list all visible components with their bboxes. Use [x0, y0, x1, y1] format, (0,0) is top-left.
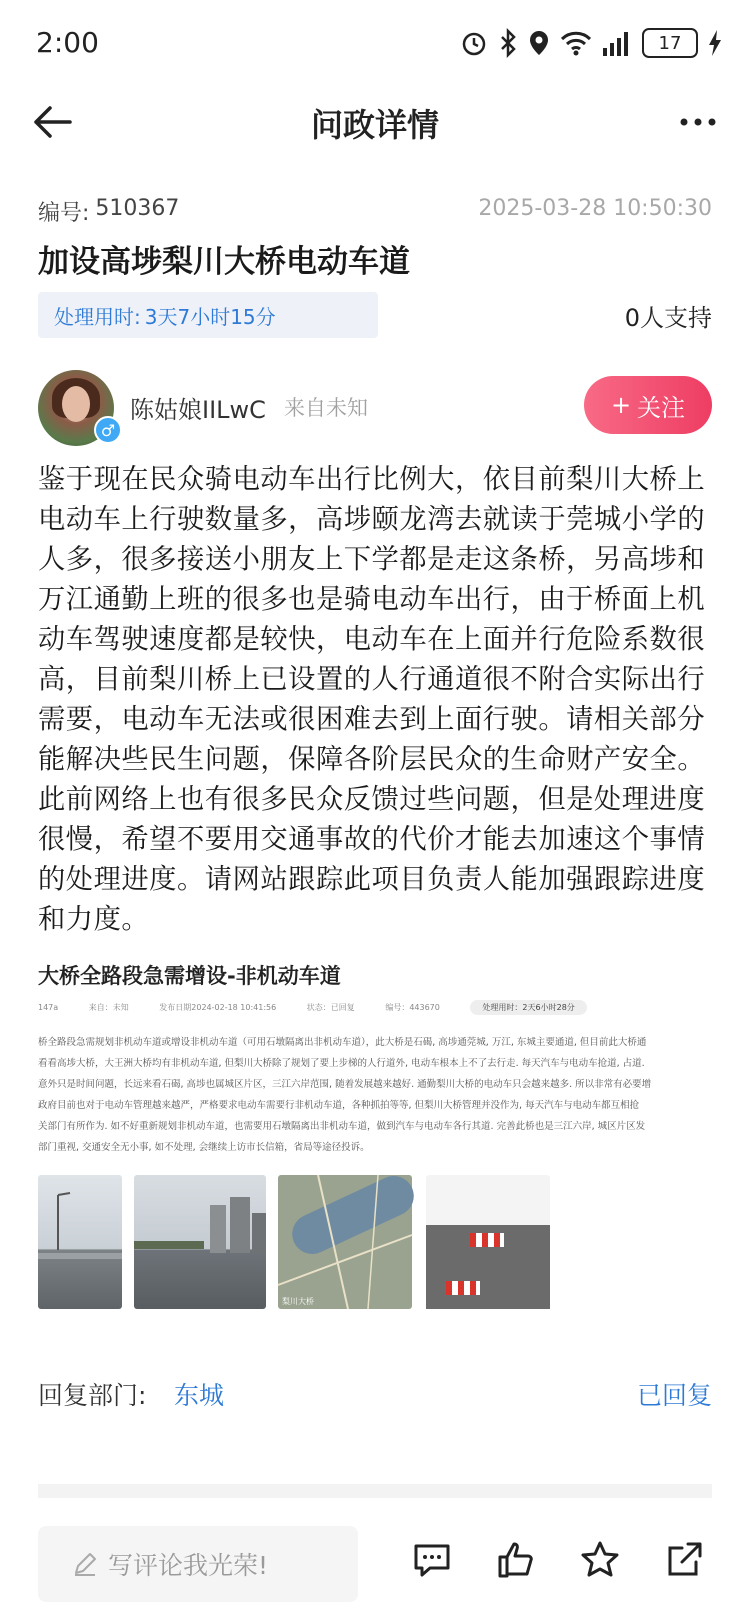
attached-doc-meta-item: 发布日期2024-02-18 10:41:56 [159, 1003, 277, 1012]
processing-time-value: 3天7小时15分 [144, 304, 276, 329]
nav-bar [0, 86, 750, 156]
reply-row [38, 1376, 712, 1416]
post-meta [38, 196, 712, 226]
attached-doc-meta-item: 编号：443670 [385, 1003, 440, 1012]
page-title: 问政详情 [310, 106, 439, 144]
wifi-icon [560, 30, 592, 56]
section-divider [38, 1484, 712, 1498]
city-road-photo [134, 1175, 266, 1309]
photo-thumbnail[interactable] [134, 1175, 266, 1309]
attached-doc-meta [38, 1000, 712, 1015]
support-count: 0人支持 [624, 304, 712, 332]
post-body: 鉴于现在民众骑电动车出行比例大，依目前梨川大桥上电动车上行驶数量多，高埗颐龙湾去就读于莞城小学的人多，很多接送小朋友上下学都是走这条桥，另高埗和万江通勤上班的很多也是骑电动车出行，由于桥面上机动车驾驶速度都是较快，电动车在上面并行危险系数很高，目前梨川桥上已设置的人行通道很不附合实际出行需要，电动车无法或很困难去到上面行驶。请相关部分能解决些民生问题，保障各阶层民众的生命财产安全。此前网络上也有很多民众反馈过些问题，但是处理进度很慢，希望不要用交通事故的代价才能去加速这个事情的处理进度。请网站跟踪此项目负责人能加强跟踪进度和力度。 [38, 464, 706, 935]
attached-doc-title: 大桥全路段急需增设-非机动车道 [38, 964, 341, 988]
attached-doc-meta-item: 状态：已回复 [306, 1003, 355, 1012]
author-source: 来自未知 [284, 396, 368, 420]
attached-doc-line: 看看高埗大桥，大王洲大桥均有非机动车道, 但梨川大桥除了规划了要上步梯的人行道外, 电动车根本上不了去行走. 每天汽车与电动车抢道, 占道. [38, 1058, 645, 1069]
reply-dept[interactable]: 东城 [174, 1381, 225, 1410]
attached-document-image[interactable] [38, 960, 712, 1153]
photo-thumbnails [38, 1175, 712, 1309]
signal-icon [602, 30, 632, 56]
comment-input[interactable] [38, 1526, 358, 1602]
street-lamp-icon [38, 1175, 122, 1309]
attached-doc-line: 意外只是时间问题，长远来看石碣, 高埗也属城区片区，三江六岸范围, 随着发展越来越好. 通勤梨川大桥的电动车只会越来越多. 所以非常有必要增 [38, 1079, 652, 1090]
thumbs-up-icon[interactable] [496, 1540, 536, 1580]
attached-doc-line: 桥全路段急需规划非机动车道或增设非机动车道（可用石墩隔离出非机动车道），此大桥是石碣, 高埗通莞城, 万江, 东城主要通道, 但目前此大桥通 [38, 1037, 647, 1048]
author-row [38, 370, 712, 448]
attached-doc-line: 政府目前也对于电动车管理越来越严，严格要求电动车需要行非机动车道，各种抓拍等等, 但梨川大桥管理并没作为, 每天汽车与电动车都互相抢 [38, 1100, 640, 1111]
charging-icon [708, 29, 722, 57]
post-id-label: 编号: [38, 201, 90, 226]
attached-doc-text [38, 1032, 718, 1158]
status-time: 2:00 [36, 26, 99, 59]
photo-thumbnail[interactable] [426, 1175, 550, 1309]
photo-thumbnail[interactable] [278, 1175, 412, 1309]
alarm-icon [460, 29, 488, 57]
bottom-action-bar [0, 1516, 750, 1619]
comment-icon[interactable] [412, 1540, 452, 1580]
reply-dept-label: 回复部门: [38, 1381, 147, 1410]
pencil-icon [72, 1551, 98, 1577]
attached-doc-meta-item: 来自：未知 [88, 1003, 129, 1012]
attached-doc-meta-item: 147a [38, 1003, 59, 1012]
post-id [38, 196, 179, 227]
reply-status[interactable]: 已回复 [636, 1381, 712, 1410]
post-id-value: 510367 [95, 196, 180, 221]
battery-indicator: 17 [642, 28, 698, 58]
attached-doc-line: 部门重视, 交通安全无小事, 如不处理, 会继续上访市长信箱，省局等途径投诉。 [38, 1142, 370, 1153]
follow-label: 关注 [637, 393, 686, 422]
attached-doc-badge: 处理用时：2天6小时28分 [470, 1000, 586, 1015]
post-date: 2025-03-28 10:50:30 [478, 196, 712, 221]
male-gender-icon: ♂ [94, 416, 122, 444]
author-name[interactable]: 陈姑娘IILwC [130, 396, 266, 424]
star-icon[interactable] [580, 1540, 620, 1580]
comment-placeholder: 写评论我光荣! [108, 1551, 269, 1580]
map-label: 梨川大桥 [282, 1297, 314, 1306]
follow-button[interactable] [584, 376, 712, 434]
plus-icon: + [610, 391, 632, 419]
red-white-barrier [470, 1233, 504, 1247]
photo-thumbnail[interactable] [38, 1175, 122, 1309]
location-icon [528, 29, 550, 57]
red-white-barrier [446, 1281, 480, 1295]
share-icon[interactable] [664, 1540, 704, 1580]
processing-time-label: 处理用时: [54, 304, 141, 329]
map-roads [278, 1175, 412, 1309]
attached-doc-line: 关部门有所作为. 如不好重新规划非机动车道，也需要用石墩隔离出非机动车道，做到汽车与电动车各行其道. 完善此桥也是三江六岸, 城区片区发 [38, 1121, 646, 1132]
status-icons [460, 26, 722, 60]
more-options-icon[interactable] [676, 100, 720, 144]
processing-time-badge [38, 292, 378, 338]
status-bar [0, 0, 750, 86]
post-title: 加设高埗梨川大桥电动车道 [38, 244, 410, 280]
avatar-face [62, 386, 90, 422]
bluetooth-icon [498, 29, 518, 57]
